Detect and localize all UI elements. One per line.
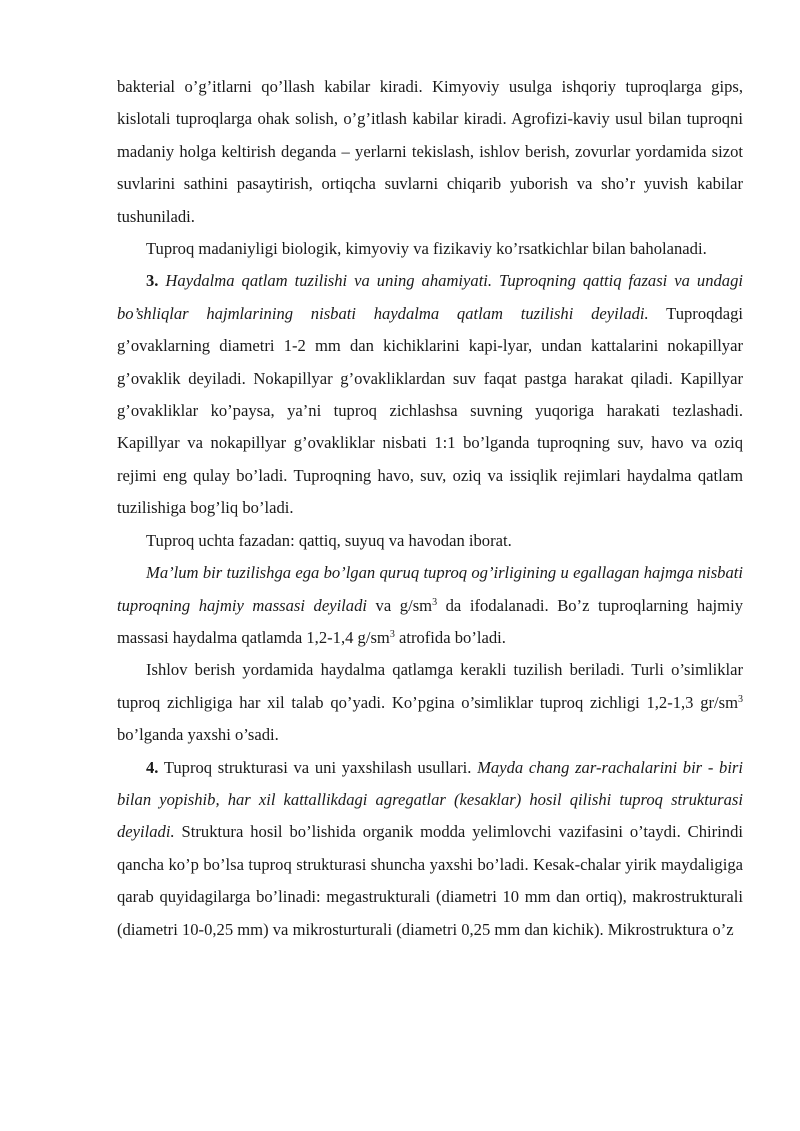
paragraph-1	[117, 71, 743, 233]
document-page	[117, 71, 743, 946]
paragraph-3	[117, 265, 743, 524]
paragraph-2-text: Tuproq madaniyligi biologik, kimyoviy va fizikaviy ko’rsatkichlar bilan baholanadi.	[146, 239, 707, 259]
section-number-3: 3.	[146, 271, 159, 291]
paragraph-4-text: Tuproq uchta fazadan: qattiq, suyuq va havodan iborat.	[146, 530, 512, 550]
paragraph-2	[117, 233, 743, 265]
section-number-4: 4.	[146, 757, 159, 777]
paragraph-6-text-2: bo’lganda yaxshi o’sadi.	[117, 725, 279, 745]
paragraph-1-text: bakterial o’g’itlarni qo’llash kabilar kiradi. Kimyoviy usulga ishqoriy tuproqlarga gips, kislotali tuproqlarga ohak solish, o’g’itlash kabilar kiradi. Agrofizi-kaviy usul bilan tuproqni madaniy holga keltirish deganda – yerlarni tekislash, ishlov berish, zovurlar yordamida sizot suvlarini sathini pasaytirish, ortiqcha suvlarni chiqarib yuborish va sho’r yuvish kabilar tushuniladi.	[117, 77, 743, 226]
paragraph-3-text: Tuproqdagi g’ovaklarning diametri 1-2 mm dan kichiklarini kapi-lyar, undan kattalarini nokapillyar g’ovaklik deyiladi. Nokapillyar g’ovakliklardan suv faqat pastga harakat qiladi. Kapillyar g’ovakliklar ko’paysa, ya’ni tuproq zichlashsa suvning yuqoriga harakati tezlashadi. Kapillyar va nokapillyar g’ovakliklar nisbati 1:1 bo’lganda tuproqning suv, havo va oziq rejimi eng qulay bo’ladi. Tuproqning havo, suv, oziq va issiqlik rejimlari haydalma qatlam tuzilishiga bog’liq bo’ladi.	[117, 303, 743, 518]
superscript: 3	[738, 693, 743, 705]
paragraph-6	[117, 654, 743, 751]
definition-soil-structure: Mayda chang zar-rachalarini bir - biri bilan yopishib, har xil kattallikdagi agregatlar (kesaklar) hosil qilishi tuproq strukturasi deyiladi.	[117, 757, 743, 842]
definition-bulk-density: Ma’lum bir tuzilishga ega bo’lgan quruq tuproq og’irligining u egallagan hajmga nisbati tuproqning hajmiy massasi deyiladi	[117, 563, 743, 615]
paragraph-6-text-1: Ishlov berish yordamida haydalma qatlamga kerakli tuzilish beriladi. Turli o’simliklar tuproq zichligiga har xil talab qo’yadi. Ko’pgina o’simliklar tuproq zichligi 1,2-1,3 gr/sm	[117, 660, 743, 712]
superscript: 3	[389, 628, 395, 640]
paragraph-5	[117, 557, 743, 654]
paragraph-5-text-2: da ifodalanadi. Bo’z tuproqlarning hajmiy massasi haydalma qatlamda 1,2-1,4 g/sm	[117, 595, 743, 647]
section-heading-3: Haydalma qatlam tuzilishi va uning ahamiyati. Tuproqning qattiq fazasi va undagi bo’shliqlar hajmlarining nisbati haydalma qatlam tuzilishi deyiladi.	[117, 271, 743, 323]
paragraph-7-text: Struktura hosil bo’lishida organik modda yelimlovchi vazifasini o’taydi. Chirindi qancha ko’p bo’lsa tuproq strukturasi shuncha yaxshi bo’ladi. Kesak-chalar yirik maydaligiga qarab quyidagilarga bo’linadi: megastrukturali (diametri 10 mm dan ortiq), makrostrukturali (diametri 10-0,25 mm) va mikrosturturali (diametri 0,25 mm dan kichik). Mikrostruktura o’z	[117, 822, 743, 939]
superscript: 3	[432, 596, 438, 608]
paragraph-4	[117, 525, 743, 557]
paragraph-7	[117, 752, 743, 946]
section-heading-4: Tuproq strukturasi va uni yaxshilash usullari.	[158, 757, 478, 777]
paragraph-5-text-3: atrofida bo’ladi.	[394, 627, 506, 647]
paragraph-5-text-1: va g/sm	[367, 595, 433, 615]
